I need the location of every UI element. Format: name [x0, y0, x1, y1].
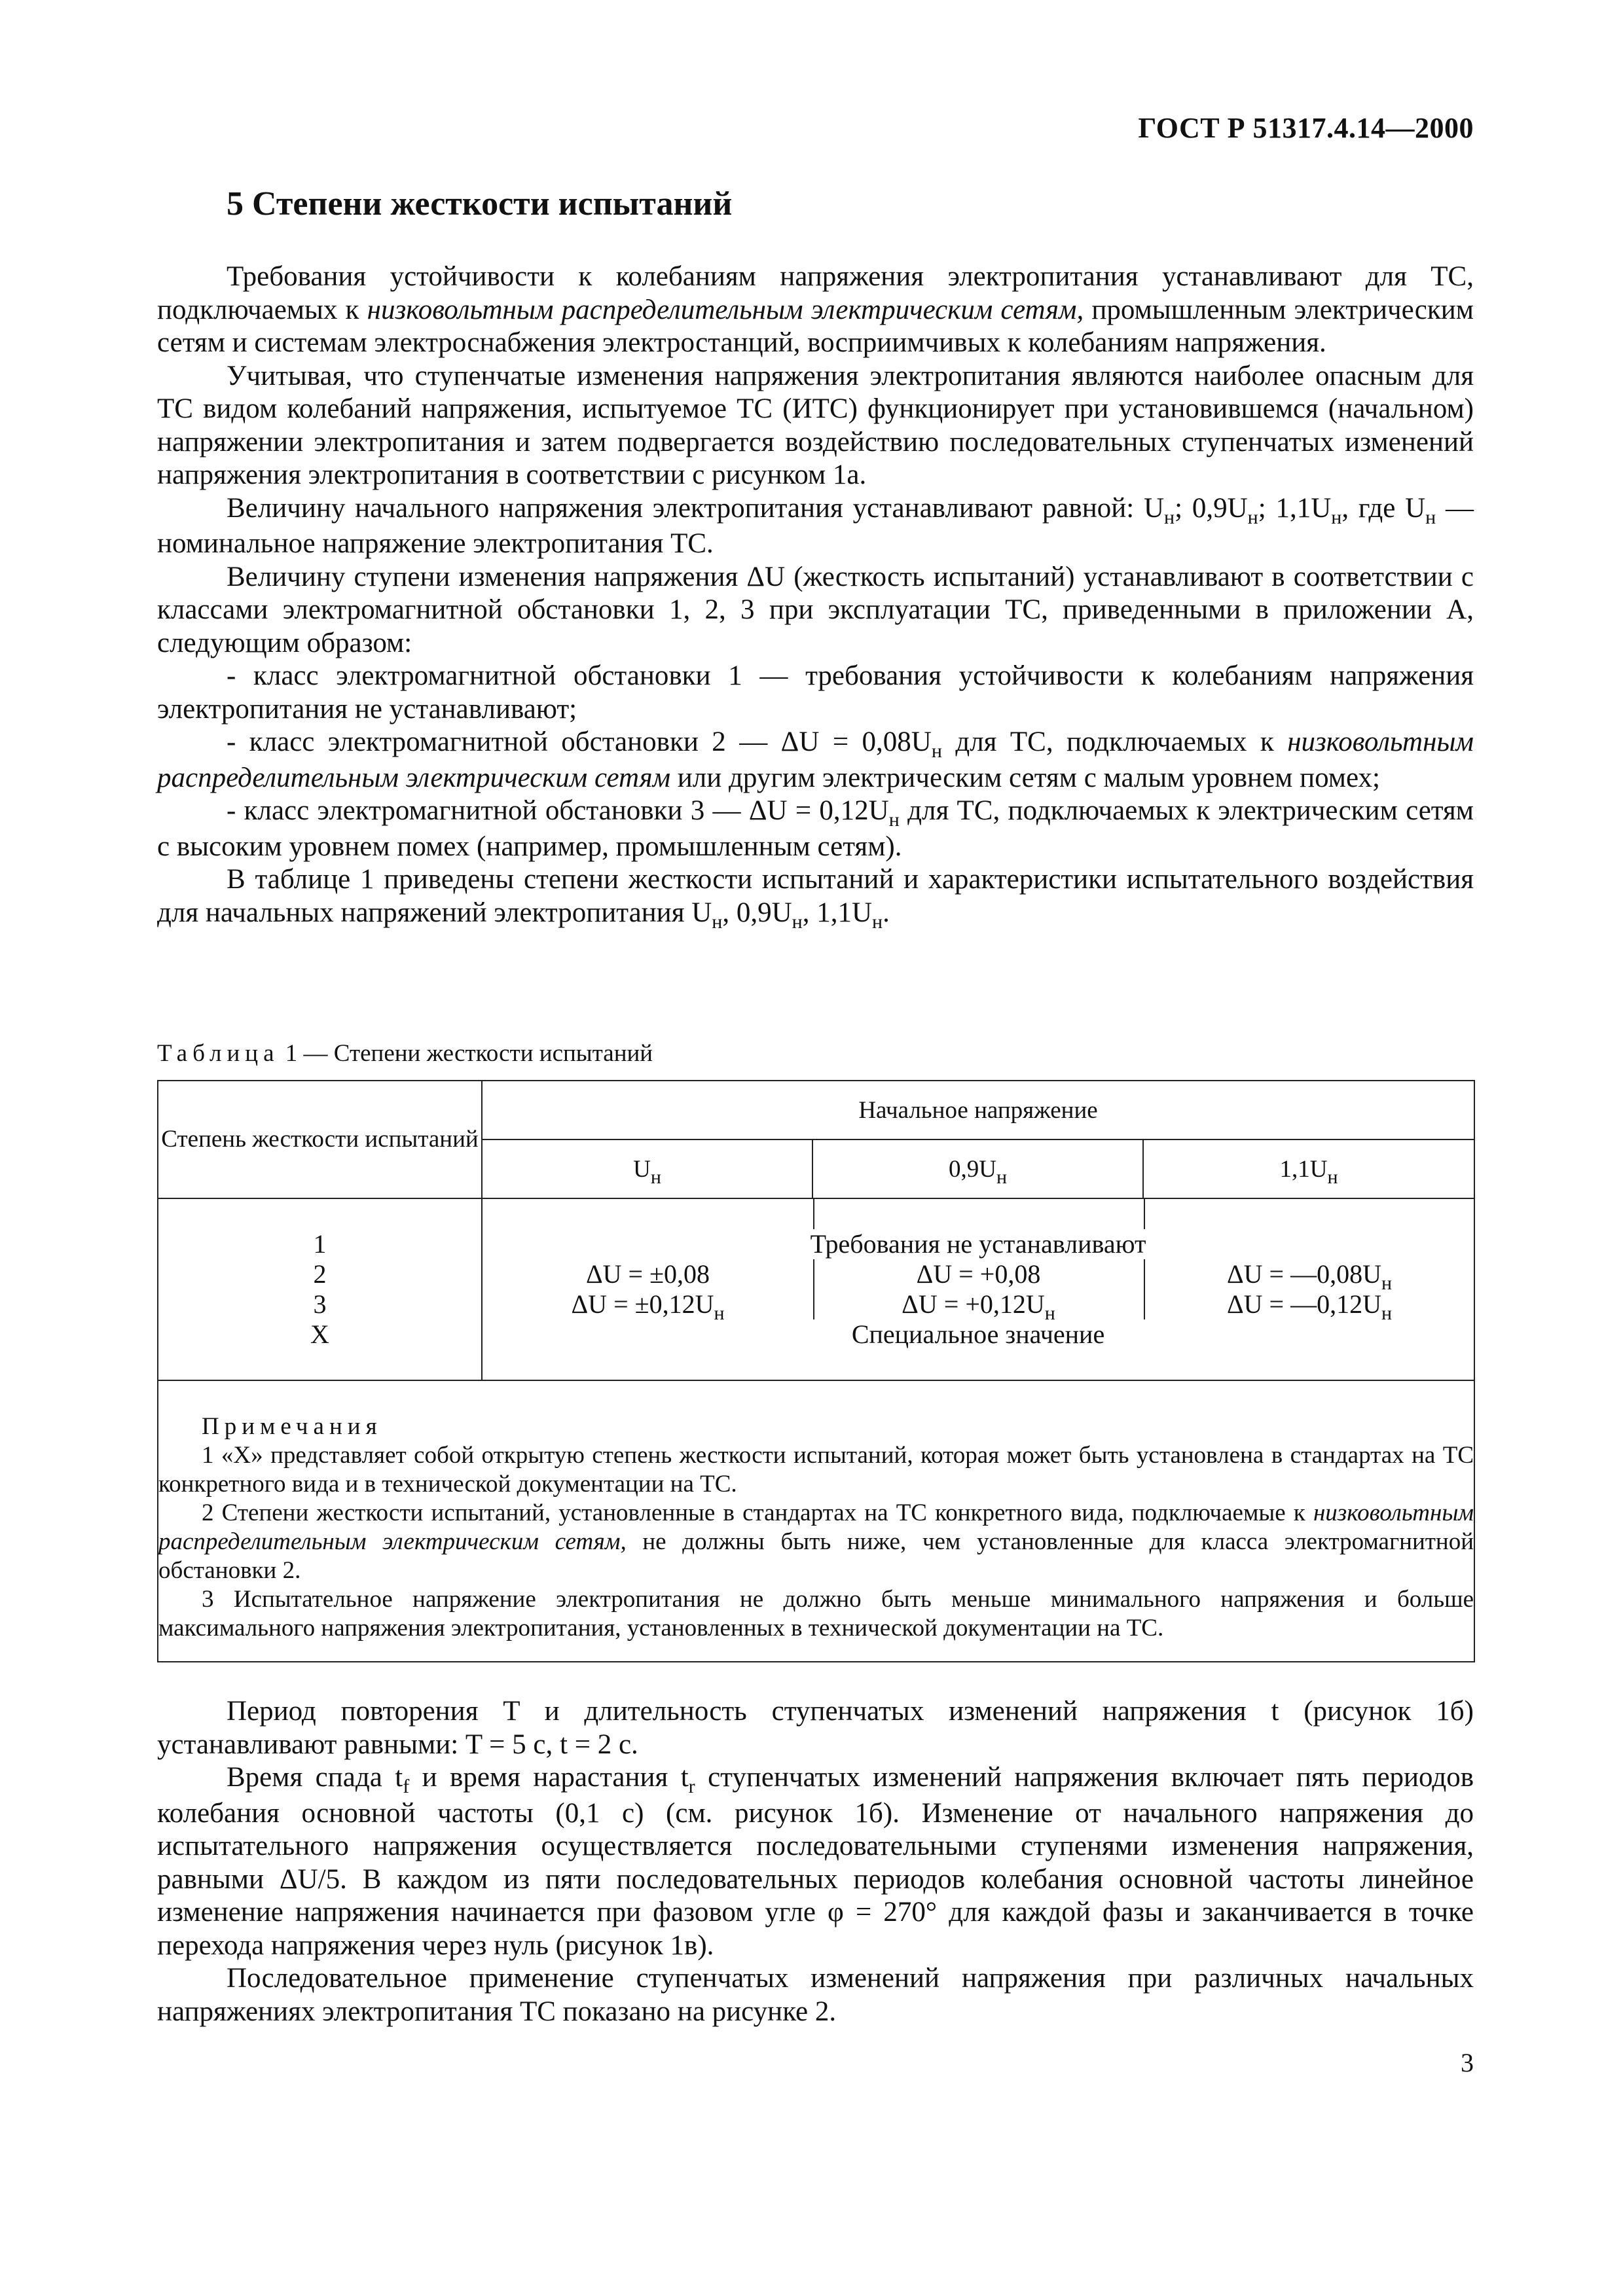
v11-level-3-text: ΔU = —0,12U [1226, 1289, 1381, 1319]
un-level-3-text: ΔU = ±0,12U [571, 1289, 714, 1319]
header-un-text: U [633, 1155, 651, 1183]
p5-text-a: В таблице 1 приведены степени жесткости испытаний и характеристики испытательного воздействия для начальных напряжений электропитания U [157, 864, 1474, 928]
v11-level-3 [1144, 1289, 1475, 1322]
after-paragraph-2 [157, 1761, 1474, 1962]
header-11-text: 1,1U [1279, 1155, 1328, 1183]
notes-title: Примечания [202, 1413, 382, 1440]
subscript-n: н [996, 1166, 1008, 1188]
class-2-text-a: - класс электромагнитной обстановки 2 — ΔU = 0,08U [227, 726, 932, 757]
v11-level-2-text: ΔU = —0,08U [1226, 1259, 1381, 1289]
subscript-n: н [1381, 1302, 1393, 1324]
p3-text-b: ; 0,9U [1175, 492, 1248, 524]
v11-level-2 [1144, 1259, 1475, 1292]
main-body-text [157, 260, 1474, 932]
p3-text-c: ; 1,1U [1258, 492, 1332, 524]
subscript-n: н [888, 809, 900, 831]
p3-text-a: Величину начального напряжения электропитания устанавливают равной: U [227, 492, 1165, 524]
subscript-n: н [650, 1166, 661, 1188]
note-1: 1 «X» представляет собой открытую степень жесткости испытаний, которая может быть установлена в стандартах на ТС конкретного вида и в технической документации на ТС. [158, 1442, 1474, 1498]
un-level-2: ΔU = ±0,08 [585, 1259, 710, 1289]
section-title: 5 Степени жесткости испытаний [227, 185, 733, 223]
paragraph-5 [157, 863, 1474, 932]
level-1: 1 [313, 1229, 327, 1259]
paragraph-3 [157, 492, 1474, 561]
table-data-row [158, 1198, 1474, 1380]
p5-text-c: , 1,1U [802, 897, 873, 928]
page-number: 3 [1461, 2048, 1474, 2077]
level-x-special: Специальное значение [851, 1319, 1105, 1349]
p5-text-b: , 0,9U [722, 897, 792, 928]
subscript-n: н [792, 910, 803, 933]
list-item-class-2 [157, 726, 1474, 795]
list-item-class-1: - класс электромагнитной обстановки 1 — требования устойчивости к колебаниям напряжения электропитания не устанавливают; [157, 660, 1474, 725]
values-block [482, 1198, 1474, 1380]
header-col-un [482, 1139, 812, 1198]
table-notes-row [158, 1380, 1474, 1662]
after-paragraph-1: Период повторения T и длительность ступенчатых изменений напряжения t (рисунок 1б) устанавливают равными: T = 5 с, t = 2 с. [157, 1696, 1474, 1760]
subscript-f: f [403, 1776, 410, 1797]
table-caption [157, 1039, 653, 1067]
subscript-n: н [931, 740, 942, 762]
subscript-n: н [1331, 506, 1342, 528]
subscript-n: н [714, 1302, 725, 1324]
table-caption-word: Таблица [157, 1040, 280, 1067]
level-x: X [310, 1319, 329, 1349]
class-2-text-b: для ТС, подключаемых к [941, 726, 1288, 757]
list-item-class-3 [157, 795, 1474, 863]
p3-text-e: — номинальное напряжение электропитания ТС. [157, 492, 1474, 559]
table-notes [158, 1380, 1474, 1662]
class-3-text-a: - класс электромагнитной обстановки 3 — ΔU = 0,12U [227, 795, 889, 826]
subscript-n: н [712, 910, 723, 933]
header-09-text: 0,9U [948, 1155, 996, 1183]
after-paragraph-3: Последовательное применение ступенчатых изменений напряжения при различных начальных напряжениях электропитания ТС показано на рисунке 2. [157, 1963, 1474, 2027]
after-p2-text-b: и время нарастания t [409, 1762, 689, 1793]
p5-text-d: . [883, 897, 890, 928]
paragraph-1-emphasis: низковольтным распределительным электрическим сетям, [367, 294, 1084, 325]
subscript-r: r [688, 1776, 695, 1797]
class-2-text-c: или другим электрическим сетям с малым уровнем помех; [670, 762, 1380, 793]
level-2: 2 [313, 1259, 327, 1289]
note-2-text-b: не должны быть ниже, чем установленные для класса электромагнитной обстановки 2. [158, 1528, 1474, 1584]
subscript-n: н [1247, 506, 1258, 528]
paragraph-2: Учитывая, что ступенчатые изменения напряжения электропитания являются наиболее опасным для ТС видом колебаний напряжения, испытуемое ТС (ИТС) функционирует при установившемся (начальном) напряжении электропитания и затем подвергается воздействию последовательных ступенчатых изменений напряжения электропитания в соответствии с рисунком 1а. [157, 360, 1474, 490]
paragraph-1-text-a: Требования устойчивости к колебаниям напряжения электропитания устанавливают для ТС, подключаемых к [157, 261, 1474, 325]
paragraph-4: Величину ступени изменения напряжения ΔU (жесткость испытаний) устанавливают в соответствии с классами электромагнитной обстановки 1, 2, 3 при эксплуатации ТС, приведенными в приложении А, следующим образом: [157, 561, 1474, 658]
note-3: 3 Испытательное напряжение электропитания не должно быть меньше минимального напряжения и больше максимального напряжения электропитания, установленных в технической документации на ТС. [158, 1586, 1474, 1641]
subscript-n: н [1327, 1166, 1338, 1188]
v09-level-2: ΔU = +0,08 [916, 1259, 1041, 1289]
paragraph-1-text-b: промышленным электрическим сетям и системам электроснабжения электростанций, восприимчивых к колебаниям напряжения. [157, 294, 1474, 358]
table-header-row-1 [158, 1081, 1474, 1139]
severity-table [157, 1080, 1474, 1662]
paragraph-1 [157, 260, 1474, 360]
header-col-09un [812, 1139, 1143, 1198]
severity-table-grid [157, 1080, 1475, 1662]
level-1-requirements: Требования не устанавливают [810, 1229, 1146, 1259]
after-p2-text-a: Время спада t [227, 1762, 403, 1793]
subscript-n: н [872, 910, 883, 933]
v09-level-3 [813, 1289, 1144, 1322]
subscript-n: н [1425, 506, 1436, 528]
table-caption-rest: 1 — Степени жесткости испытаний [279, 1040, 653, 1067]
document-header-id: ГОСТ Р 51317.4.14—2000 [1138, 112, 1474, 144]
v09-level-3-text: ΔU = +0,12U [902, 1289, 1045, 1319]
header-col-11un [1143, 1139, 1474, 1198]
class-3-text-b: для ТС, подключаемых к электрическим сетям с высоким уровнем помех (например, промышленным сетям). [157, 795, 1474, 862]
note-2-text-a: 2 Степени жесткости испытаний, установленные в стандартах на ТС конкретного вида, подключаемые к [202, 1499, 1313, 1526]
header-severity-level: Степень жесткости испытаний [158, 1081, 482, 1198]
note-2 [158, 1499, 1474, 1585]
after-p2-text-c: ступенчатых изменений напряжения включает пять периодов колебания основной частоты (0,1 с) (см. рисунок 1б). Изменение от начального напряжения до испытательного напряжения осуществляется последовательными ступенями изменения напряжения, равными ΔU/5. В каждом из пяти последовательных периодов колебания основной частоты линейное изменение напряжения начинается при фазовом угле φ = 270° для каждой фазы и заканчивается в точке перехода напряжения через нуль (рисунок 1в). [157, 1762, 1474, 1961]
subscript-n: н [1044, 1302, 1055, 1324]
header-initial-voltage: Начальное напряжение [482, 1081, 1474, 1139]
level-3: 3 [313, 1289, 327, 1319]
subscript-n: н [1381, 1272, 1393, 1294]
post-table-text [157, 1695, 1474, 2028]
subscript-n: н [1164, 506, 1175, 528]
levels-column [158, 1198, 482, 1380]
class-2-emphasis: низковольтным распределительным электрическим сетям [157, 726, 1474, 793]
un-level-3 [483, 1289, 813, 1322]
p3-text-d: , где U [1341, 492, 1426, 524]
note-2-emphasis: низковольтным распределительным электрическим сетям, [158, 1499, 1474, 1555]
